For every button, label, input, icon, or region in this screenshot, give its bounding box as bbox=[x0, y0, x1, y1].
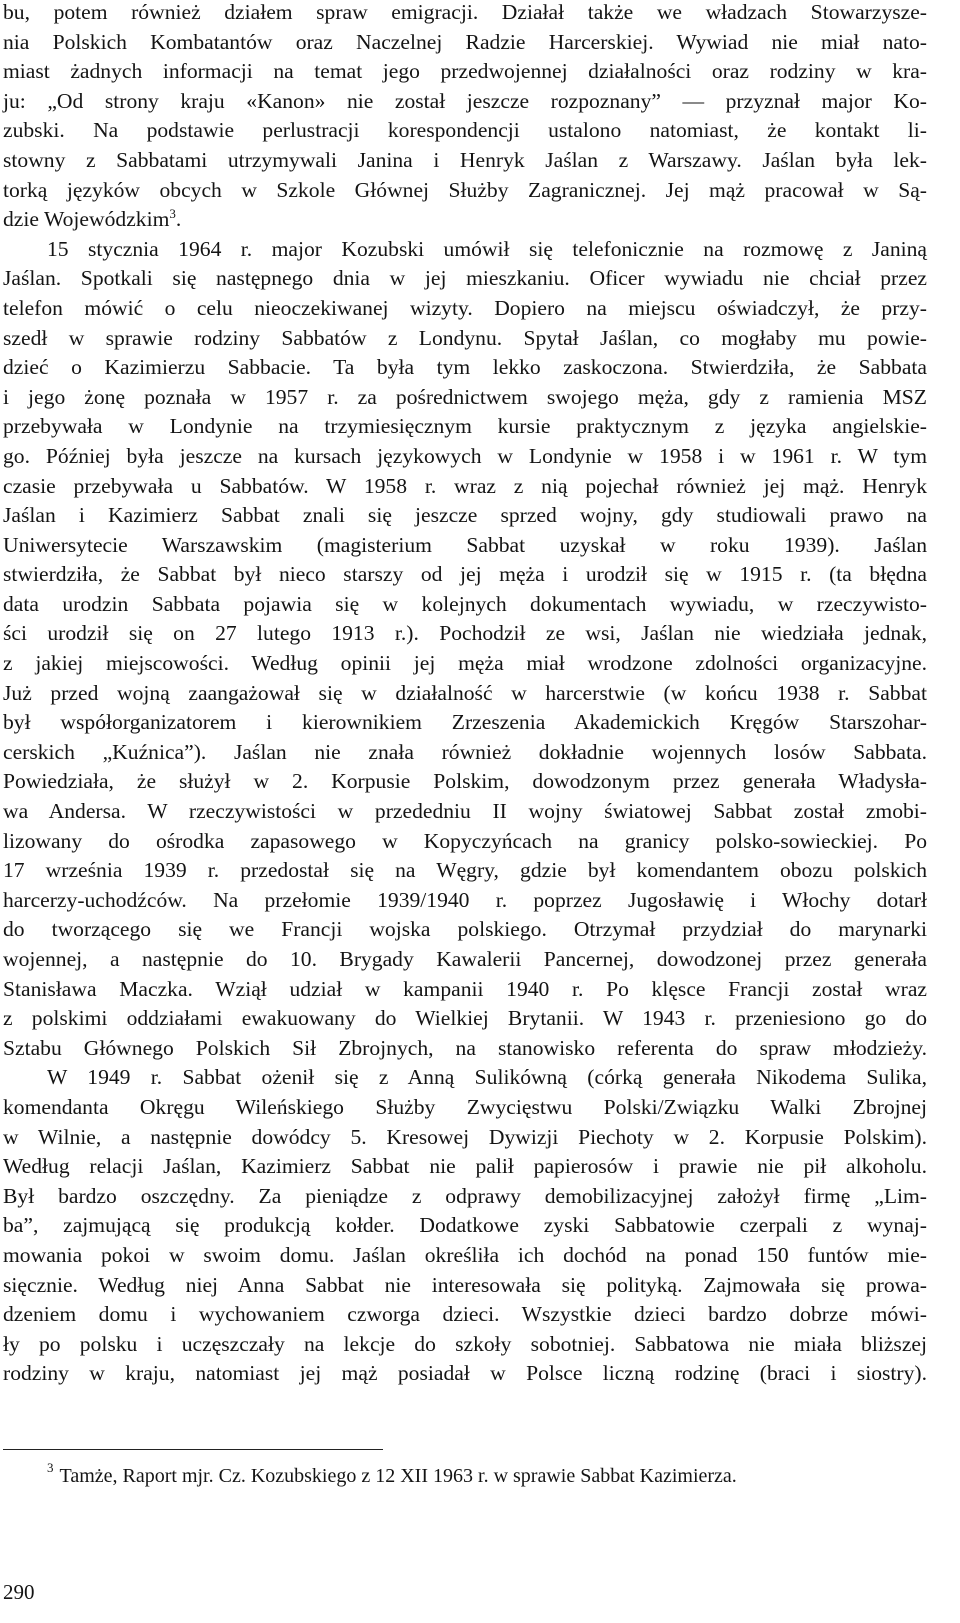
text-line: stwierdziła, że Sabbat był nieco starszy od jej męża i urodził się w 1915 r. (ta błędna bbox=[3, 562, 927, 587]
text-line: przebywała w Londynie na trzymiesięcznym kursie praktycznym z języka angielskie- bbox=[3, 414, 927, 439]
text-line: Według relacji Jaślan, Kazimierz Sabbat nie palił papierosów i prawie nie pił alkoholu. bbox=[3, 1154, 927, 1179]
text-line: bu, potem również działem spraw emigracji. Działał także we władzach Stowarzysze- bbox=[3, 0, 927, 24]
text-line: zubski. Na podstawie perlustracji korespondencji ustalono natomiast, że kontakt li- bbox=[3, 118, 927, 143]
text-line: ści urodził się on 27 lutego 1913 r.). Pochodził ze wsi, Jaślan nie wiedziała jednak, bbox=[3, 621, 927, 646]
text-line-with-footnote-ref bbox=[3, 205, 927, 235]
footnote bbox=[47, 1462, 907, 1490]
text-line: ły po polsku i uczęszczały na lekcje do szkoły sobotniej. Sabbatowa nie miała bliższej bbox=[3, 1331, 927, 1356]
text-line: ju: „Od strony kraju «Kanon» nie został jeszcze rozpoznany” — przyznał major Ko- bbox=[3, 88, 927, 113]
text-line: komendanta Okręgu Wileńskiego Służby Zwycięstwu Polski/Związku Walki Zbrojnej bbox=[3, 1094, 927, 1119]
text-line: rodziny w kraju, natomiast jej mąż posiadał w Polsce liczną rodzinę (braci i siostry). bbox=[3, 1361, 927, 1386]
text-line: Był bardzo oszczędny. Za pieniądze z odprawy demobilizacyjnej założył firmę „Lim- bbox=[3, 1183, 927, 1208]
text-line: sięcznie. Według niej Anna Sabbat nie interesowała się polityką. Zajmowała się prowa- bbox=[3, 1272, 927, 1297]
text-line: w Wilnie, a następnie dowódcy 5. Kresowej Dywizji Piechoty w 2. Korpusie Polskim). bbox=[3, 1124, 927, 1149]
text-line: Stanisława Maczka. Wziął udział w kampanii 1940 r. Po klęsce Francji został wraz bbox=[3, 976, 927, 1001]
paragraph-first-line: 15 stycznia 1964 r. major Kozubski umówił się telefonicznie na rozmowę z Janiną bbox=[47, 236, 927, 261]
text-line: Powiedziała, że służył w 2. Korpusie Polskim, dowodzonym przez generała Władysła- bbox=[3, 769, 927, 794]
main-text bbox=[3, 0, 927, 1389]
footnote-marker: 3 bbox=[47, 1460, 54, 1475]
text-line: harcerzy-uchodźców. Na przełomie 1939/1940 r. poprzez Jugosławię i Włochy dotarł bbox=[3, 887, 927, 912]
text-line: Jaślan. Spotkali się następnego dnia w jej mieszkaniu. Oficer wywiadu nie chciał przez bbox=[3, 266, 927, 291]
text-line: dzeniem domu i wychowaniem czworga dzieci. Wszystkie dzieci bardzo dobrze mówi- bbox=[3, 1302, 927, 1327]
text-line: telefon mówić o celu nieoczekiwanej wizyty. Dopiero na miejscu oświadczył, że przy- bbox=[3, 295, 927, 320]
text-line: wojennej, a następnie do 10. Brygady Kawalerii Pancernej, dowodzonej przez generała bbox=[3, 947, 927, 971]
text-line: torką języków obcych w Szkole Głównej Służby Zagranicznej. Jej mąż pracował w Są- bbox=[3, 177, 927, 202]
text-line: i jego żonę poznała w 1957 r. za pośrednictwem swojego męża, gdy z ramienia MSZ bbox=[3, 384, 927, 409]
text-line: lizowany do ośrodka zapasowego w Kopyczyńcach na granicy polsko-sowieckiej. Po bbox=[3, 828, 927, 853]
footnote-reference[interactable]: 3 bbox=[169, 206, 176, 222]
text-line: nia Polskich Kombatantów oraz Naczelnej Radzie Harcerskiej. Wywiad nie miał nato- bbox=[3, 29, 927, 54]
text-line: Już przed wojną zaangażował się w działalność w harcerstwie (w końcu 1938 r. Sabbat bbox=[3, 680, 927, 705]
text-line: do tworzącego się we Francji wojska polskiego. Otrzymał przydział do marynarki bbox=[3, 917, 927, 942]
text-line: Jaślan i Kazimierz Sabbat znali się jeszcze sprzed wojny, gdy studiowali prawo na bbox=[3, 503, 927, 528]
page-number: 290 bbox=[3, 1580, 35, 1604]
text-line: Sztabu Głównego Polskich Sił Zbrojnych, na stanowisko referenta do spraw młodzieży. bbox=[3, 1035, 927, 1060]
text-fragment: . bbox=[175, 207, 182, 232]
text-line: ba”, zajmującą się produkcją kołder. Dodatkowe zyski Sabbatowie czerpali z wynaj- bbox=[3, 1213, 927, 1238]
text-line: z jakiej miejscowości. Według opinii jej męża miał wrodzone zdolności organizacyjne. bbox=[3, 651, 927, 676]
text-line: Uniwersytecie Warszawskim (magisterium Sabbat uzyskał w roku 1939). Jaślan bbox=[3, 532, 927, 557]
text-line: go. Później była jeszcze na kursach językowych w Londynie w 1958 i w 1961 r. W tym bbox=[3, 443, 927, 468]
text-line: stowny z Sabbatami utrzymywali Janina i Henryk Jaślan z Warszawy. Jaślan była lek- bbox=[3, 147, 927, 172]
footnote-text: Tamże, Raport mjr. Cz. Kozubskiego z 12 XII 1963 r. w sprawie Sabbat Kazimierza. bbox=[59, 1465, 737, 1487]
footnote-separator bbox=[3, 1449, 383, 1450]
text-line: 17 września 1939 r. przedostał się na Węgry, gdzie był komendantem obozu polskich bbox=[3, 858, 927, 883]
text-line: czasie przebywała u Sabbatów. W 1958 r. wraz z nią pojechał również jej mąż. Henryk bbox=[3, 473, 927, 498]
text-line: szedł w sprawie rodziny Sabbatów z Londynu. Spytał Jaślan, co mogłaby mu powie- bbox=[3, 325, 927, 350]
text-line: data urodzin Sabbata pojawia się w kolejnych dokumentach wywiadu, w rzeczywisto- bbox=[3, 591, 927, 616]
text-line: wa Andersa. W rzeczywistości w przededniu II wojny światowej Sabbat został zmobi- bbox=[3, 799, 927, 824]
text-fragment: dzie Wojewódzkim bbox=[3, 207, 170, 232]
text-line: był współorganizatorem i kierownikiem Zrzeszenia Akademickich Kręgów Starszohar- bbox=[3, 710, 927, 735]
paragraph-first-line: W 1949 r. Sabbat ożenił się z Anną Sulikówną (córką generała Nikodema Sulika, bbox=[47, 1065, 927, 1090]
text-line: miast żadnych informacji na temat jego przedwojennej działalności oraz rodziny w kra- bbox=[3, 59, 927, 84]
text-line: mowania pokoi w swoim domu. Jaślan określiła ich dochód na ponad 150 funtów mie- bbox=[3, 1242, 927, 1267]
text-line: dzieć o Kazimierzu Sabbacie. Ta była tym lekko zaskoczona. Stwierdziła, że Sabbata bbox=[3, 355, 927, 380]
text-line: z polskimi oddziałami ewakuowany do Wielkiej Brytanii. W 1943 r. przeniesiono go do bbox=[3, 1006, 927, 1031]
text-line: cerskich „Kuźnica”). Jaślan nie znała również dokładnie wojennych losów Sabbata. bbox=[3, 739, 927, 764]
